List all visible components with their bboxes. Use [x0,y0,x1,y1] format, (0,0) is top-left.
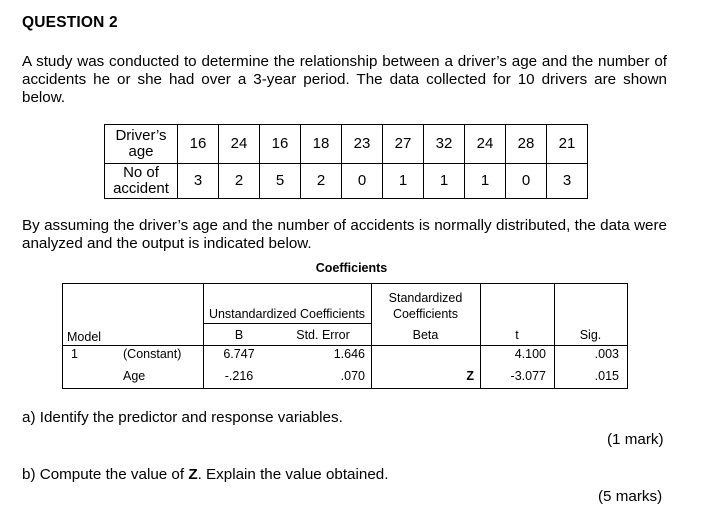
t-value: 4.100 [514,347,546,361]
b-value: -.216 [224,369,254,383]
age-value: 24 [219,125,260,164]
age-value: 23 [342,125,383,164]
age-value: 16 [178,125,219,164]
accident-value: 2 [219,164,260,199]
age-value: 32 [424,125,465,164]
std-error-header: Std. Error [296,328,350,342]
age-value: 28 [506,125,547,164]
b-value: 6.747 [223,347,255,361]
coefficients-title: Coefficients [315,261,388,275]
beta-header: Beta [412,328,439,342]
question-a: a) Identify the predictor and response variables. [22,409,343,426]
question-b-text: b) Compute the value of [22,466,189,483]
beta-value: Z [466,369,474,383]
row-label-age: Driver’s age [105,125,178,164]
age-value: 24 [465,125,506,164]
question-b [22,466,388,483]
standardized-header-line1: Standardized [388,291,463,305]
accident-value: 1 [424,164,465,199]
header-divider [63,345,627,346]
sig-value: .003 [594,347,619,361]
t-value: -3.077 [510,369,546,383]
accident-value: 2 [301,164,342,199]
row-label-accidents: No of accident [105,164,178,199]
age-value: 16 [260,125,301,164]
b-header: B [234,328,244,342]
sig-header: Sig. [579,328,602,342]
accident-value: 3 [178,164,219,199]
standardized-header-line2: Coefficients [392,307,459,321]
predictor-name: Age [123,369,146,383]
intro-paragraph: A study was conducted to determine the relationship between a driver’s age and the number of accidents he or she had over a 3-year period. The data collected for 10 drivers are shown below. [22,53,667,106]
accident-value: 0 [342,164,383,199]
age-value: 18 [301,125,342,164]
mark-a: (1 mark) [607,431,664,448]
coefficients-table [62,283,628,389]
accident-value: 1 [383,164,424,199]
predictor-name: (Constant) [123,347,182,361]
mark-b: (5 marks) [598,488,663,505]
accident-value: 1 [465,164,506,199]
unstandardized-header: Unstandardized Coefficients [208,307,366,321]
model-header: Model [67,330,102,344]
sig-value: .015 [594,369,619,383]
analysis-paragraph: By assuming the driver’s age and the number of accidents is normally distributed, the data were analyzed and the output is indicated below. [22,217,667,252]
accident-value: 5 [260,164,301,199]
t-header: t [515,328,519,342]
accident-value: 0 [506,164,547,199]
age-value: 27 [383,125,424,164]
question-b-variable: Z [188,466,198,483]
question-b-text-end: . Explain the value obtained. [197,466,389,483]
question-heading: QUESTION 2 [22,14,118,31]
age-value: 21 [547,125,588,164]
table-row [105,164,588,199]
header-divider [203,323,371,324]
std-error-value: 1.646 [333,347,365,361]
std-error-value: .070 [340,369,365,383]
accident-value: 3 [547,164,588,199]
driver-data-table [104,124,588,199]
model-number: 1 [71,347,78,361]
table-row [105,125,588,164]
